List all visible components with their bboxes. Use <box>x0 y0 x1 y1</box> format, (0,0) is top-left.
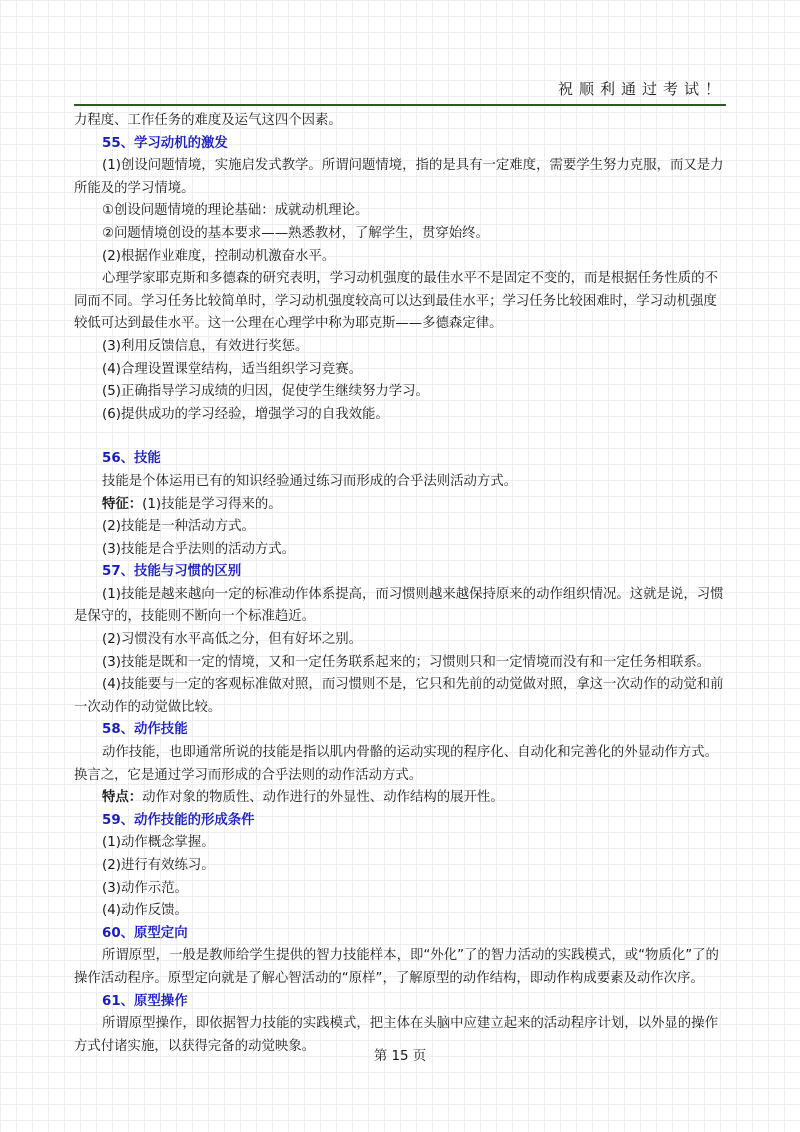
feature-line <box>74 787 726 810</box>
paragraph: (6)提供成功的学习经验，增强学习的自我效能。 <box>102 406 389 422</box>
section-heading-61: 61、原型操作 <box>102 993 188 1009</box>
list-item: (1)动作概念掌握。 <box>102 835 215 851</box>
paragraph: (4)合理设置课堂结构，适当组织学习竞赛。 <box>102 361 362 377</box>
list-item: (4)动作反馈。 <box>102 903 188 919</box>
feature-label: 特征： <box>102 496 143 512</box>
paragraph: (2)习惯没有水平高低之分，但有好坏之别。 <box>102 632 362 648</box>
paragraph: (2)根据作业难度，控制动机激奋水平。 <box>102 248 336 264</box>
feature-text: (1)技能是学习得来的。 <box>142 496 282 512</box>
paragraph: 所谓原型，一般是教师给学生提供的智力技能样本，即“外化”了的智力活动的实践模式，或“物质化”了的操作活动程序。原型定向就是了解心智活动的“原样”，了解原型的动作结构，即动作构成要素及动作次序。 <box>74 948 719 986</box>
paragraph: (2)技能是一种活动方式。 <box>102 519 255 535</box>
paragraph: 心理学家耶克斯和多德森的研究表明，学习动机强度的最佳水平不是固定不变的，而是根据任务性质的不同而不同。学习任务比较简单时，学习动机强度较高可以达到最佳水平；学习任务比较困难时，学习动机强度较低可达到最佳水平。这一公理在心理学中称为耶克斯——多德森定律。 <box>74 271 718 332</box>
section-heading-59: 59、动作技能的形成条件 <box>102 812 255 828</box>
feature-line <box>74 494 726 517</box>
paragraph: ①创设问题情境的理论基础：成就动机理论。 <box>102 203 369 219</box>
paragraph: (5)正确指导学习成绩的归因，促使学生继续努力学习。 <box>102 384 429 400</box>
paragraph: (1)技能是越来越向一定的标准动作体系提高，而习惯则越来越保持原来的动作组织情况。这就是说，习惯是保守的，技能则不断向一个标准趋近。 <box>74 586 724 625</box>
section-heading-56: 56、技能 <box>102 451 161 467</box>
page-number: 第 15 页 <box>373 1049 427 1064</box>
feature-text: 动作对象的物质性、动作进行的外显性、动作结构的展开性。 <box>142 790 504 806</box>
feature-label: 特点： <box>102 790 143 806</box>
paragraph: 所谓原型操作，即依据智力技能的实践模式，把主体在头脑中应建立起来的活动程序计划，以外显的操作方式付诸实施，以获得完备的动觉映象。 <box>74 1016 718 1054</box>
list-item: (3)动作示范。 <box>102 880 188 896</box>
spacer <box>74 426 726 448</box>
header-rule <box>74 104 726 106</box>
page-content <box>74 110 726 1058</box>
section-heading-57: 57、技能与习惯的区别 <box>102 564 242 580</box>
section-heading-58: 58、动作技能 <box>102 722 188 738</box>
section-heading-55: 55、学习动机的激发 <box>102 135 228 151</box>
header-motto: 祝顺利通过考试！ <box>557 80 726 98</box>
paragraph: 技能是个体运用已有的知识经验通过练习而形成的合乎法则活动方式。 <box>102 473 518 489</box>
paragraph: (4)技能要与一定的客观标准做对照，而习惯则不是，它只和先前的动觉做对照，拿这一次动作的动觉和前一次动作的动觉做比较。 <box>74 677 724 715</box>
paragraph: ②问题情境创设的基本要求——熟悉教材，了解学生，贯穿始终。 <box>102 225 489 241</box>
list-item: (2)进行有效练习。 <box>102 858 215 873</box>
paragraph: (3)利用反馈信息，有效进行奖惩。 <box>102 338 309 354</box>
paragraph: (3)技能是既和一定的情境，又和一定任务联系起来的；习惯则只和一定情境而没有和一定任务相联系。 <box>102 654 711 670</box>
intro-tail: 力程度、工作任务的难度及运气这四个因素。 <box>74 113 342 128</box>
paragraph: 动作技能，也即通常所说的技能是指以肌内骨骼的运动实现的程序化、自动化和完善化的外显动作方式。换言之，它是通过学习而形成的合乎法则的动作活动方式。 <box>74 745 718 783</box>
paragraph: (3)技能是合乎法则的活动方式。 <box>102 541 296 557</box>
paragraph: (1)创设问题情境，实施启发式教学。所谓问题情境，指的是具有一定难度，需要学生努力克服，而又是力所能及的学习情境。 <box>74 158 724 196</box>
section-heading-60: 60、原型定向 <box>102 925 188 941</box>
